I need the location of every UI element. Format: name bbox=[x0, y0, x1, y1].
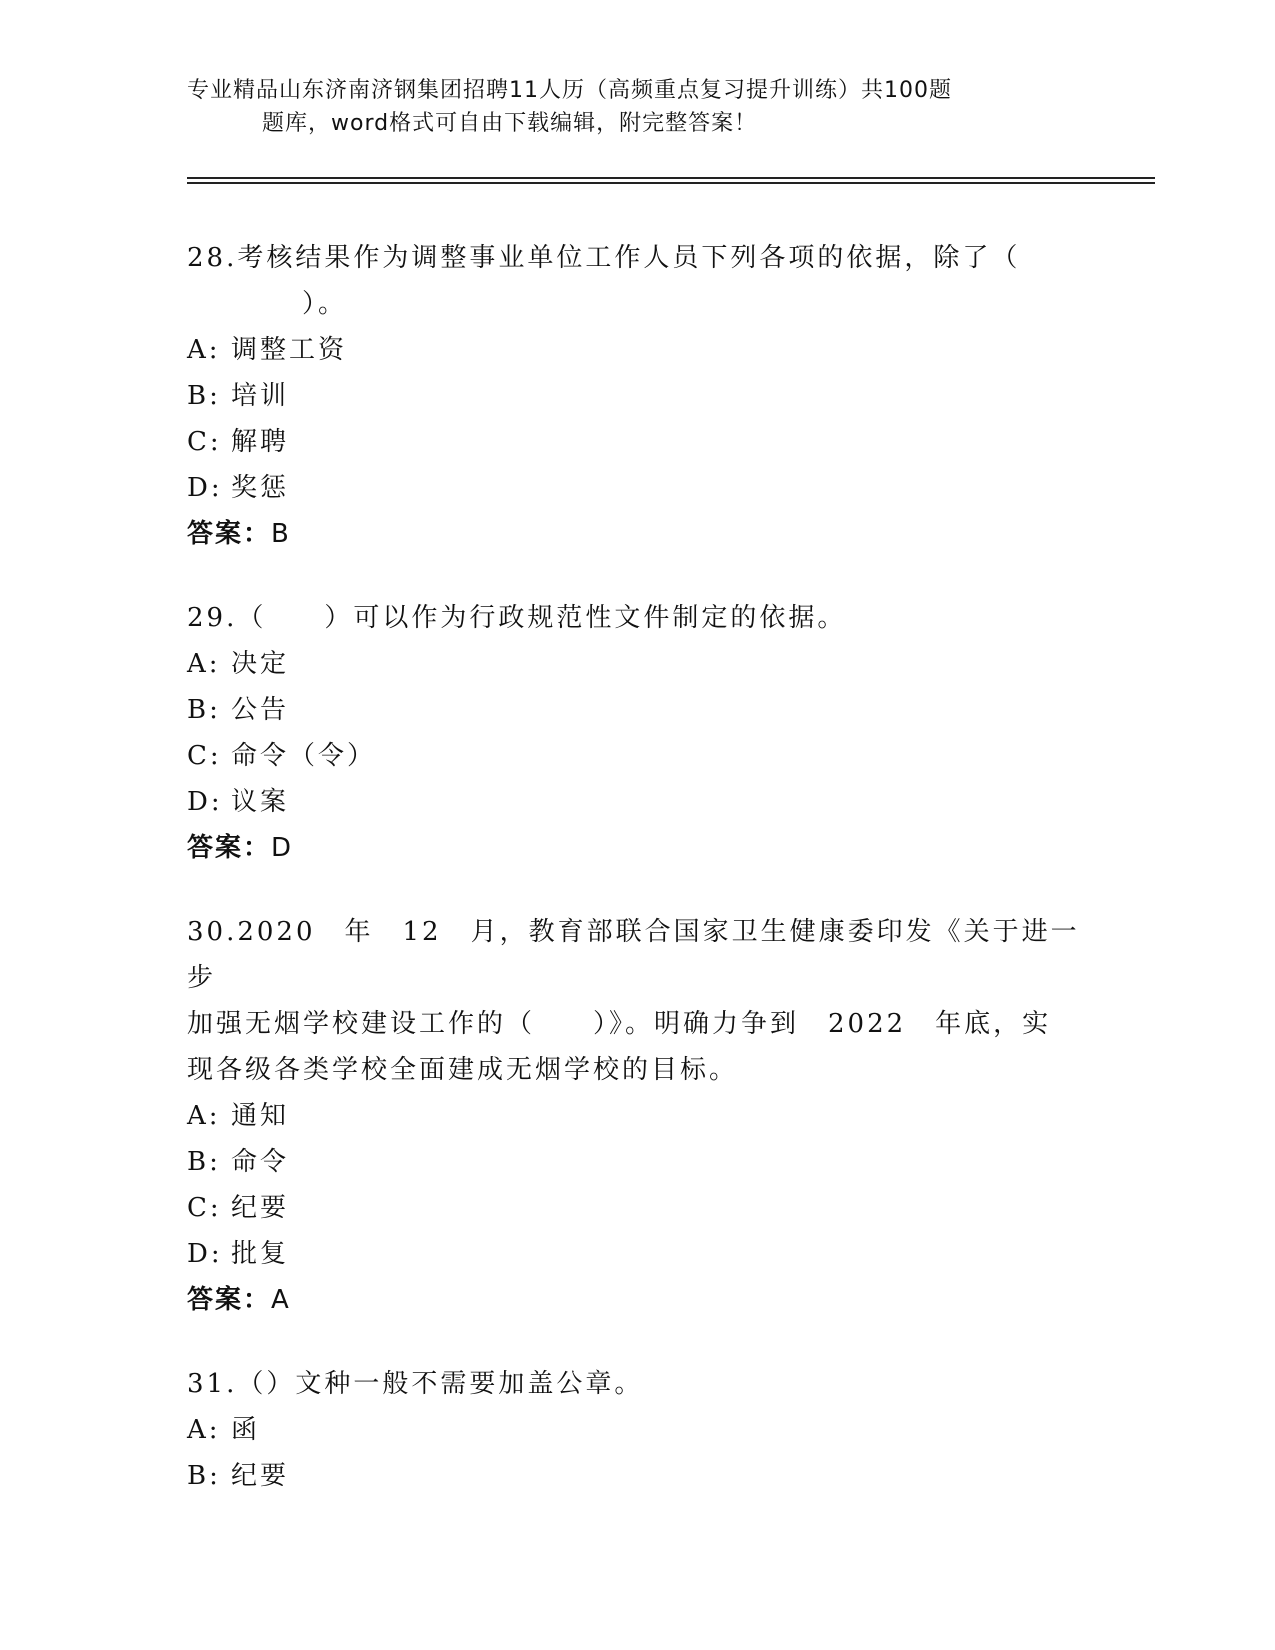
option-key: A: bbox=[187, 335, 221, 365]
option-key: B: bbox=[187, 1461, 221, 1491]
option-text: 解聘 bbox=[231, 427, 290, 457]
option-text: 决定 bbox=[231, 649, 290, 679]
question-stem-line-1: 30.2020 年 12 月，教育部联合国家卫生健康委印发《关于进一步 bbox=[187, 917, 1080, 993]
option-key: D: bbox=[187, 787, 223, 817]
question-list bbox=[187, 235, 1087, 1537]
question-stem: 31.（）文种一般不需要加盖公章。 bbox=[187, 1369, 644, 1399]
question-28 bbox=[187, 235, 1087, 557]
option-text: 通知 bbox=[231, 1101, 290, 1131]
option-d bbox=[187, 465, 1087, 511]
answer-value: D bbox=[271, 833, 294, 863]
option-a bbox=[187, 641, 1087, 687]
option-c bbox=[187, 419, 1087, 465]
option-c bbox=[187, 733, 1087, 779]
header-divider-top bbox=[187, 177, 1155, 179]
answer-label: 答案： bbox=[187, 1285, 272, 1315]
document-header bbox=[187, 74, 1037, 140]
option-key: D: bbox=[187, 473, 223, 503]
answer-line bbox=[187, 511, 1087, 557]
answer-line bbox=[187, 1277, 1087, 1323]
option-text: 纪要 bbox=[231, 1461, 290, 1491]
option-key: A: bbox=[187, 649, 221, 679]
option-a bbox=[187, 327, 1087, 373]
question-stem: 29.（ ）可以作为行政规范性文件制定的依据。 bbox=[187, 603, 847, 633]
question-stem: 28.考核结果作为调整事业单位工作人员下列各项的依据，除了（ bbox=[187, 243, 1021, 273]
question-31 bbox=[187, 1361, 1087, 1499]
answer-value: A bbox=[271, 1285, 291, 1315]
header-divider-bottom bbox=[187, 182, 1155, 184]
option-text: 议案 bbox=[231, 787, 290, 817]
option-d bbox=[187, 779, 1087, 825]
question-30 bbox=[187, 909, 1087, 1323]
option-a bbox=[187, 1093, 1087, 1139]
option-key: B: bbox=[187, 381, 221, 411]
option-text: 培训 bbox=[231, 381, 290, 411]
option-b bbox=[187, 687, 1087, 733]
question-stem-line-2: 加强无烟学校建设工作的（ ）》。明确力争到 2022 年底，实 bbox=[187, 1009, 1052, 1039]
option-key: D: bbox=[187, 1239, 223, 1269]
answer-value: B bbox=[271, 519, 291, 549]
answer-label: 答案： bbox=[187, 519, 272, 549]
question-stem-line-3: 现各级各类学校全面建成无烟学校的目标。 bbox=[187, 1055, 739, 1085]
answer-label: 答案： bbox=[187, 833, 272, 863]
answer-line bbox=[187, 825, 1087, 871]
header-title-line1: 专业精品山东济南济钢集团招聘11人历（高频重点复习提升训练）共100题 bbox=[187, 78, 952, 103]
option-d bbox=[187, 1231, 1087, 1277]
option-key: B: bbox=[187, 695, 221, 725]
option-key: A: bbox=[187, 1101, 221, 1131]
option-key: A: bbox=[187, 1415, 221, 1445]
option-key: B: bbox=[187, 1147, 221, 1177]
option-c bbox=[187, 1185, 1087, 1231]
option-b bbox=[187, 373, 1087, 419]
option-text: 调整工资 bbox=[231, 335, 348, 365]
option-a bbox=[187, 1407, 1087, 1453]
option-text: 命令（令） bbox=[231, 741, 377, 771]
option-b bbox=[187, 1139, 1087, 1185]
header-title-line2: 题库，word格式可自由下载编辑，附完整答案！ bbox=[262, 111, 758, 136]
option-text: 函 bbox=[231, 1415, 261, 1445]
option-key: C: bbox=[187, 427, 222, 457]
option-text: 命令 bbox=[231, 1147, 290, 1177]
option-b bbox=[187, 1453, 1087, 1499]
question-29 bbox=[187, 595, 1087, 871]
question-stem-continuation: ）。 bbox=[302, 289, 348, 319]
option-key: C: bbox=[187, 1193, 222, 1223]
option-text: 纪要 bbox=[231, 1193, 290, 1223]
option-key: C: bbox=[187, 741, 222, 771]
option-text: 批复 bbox=[231, 1239, 290, 1269]
option-text: 奖惩 bbox=[231, 473, 290, 503]
option-text: 公告 bbox=[231, 695, 290, 725]
